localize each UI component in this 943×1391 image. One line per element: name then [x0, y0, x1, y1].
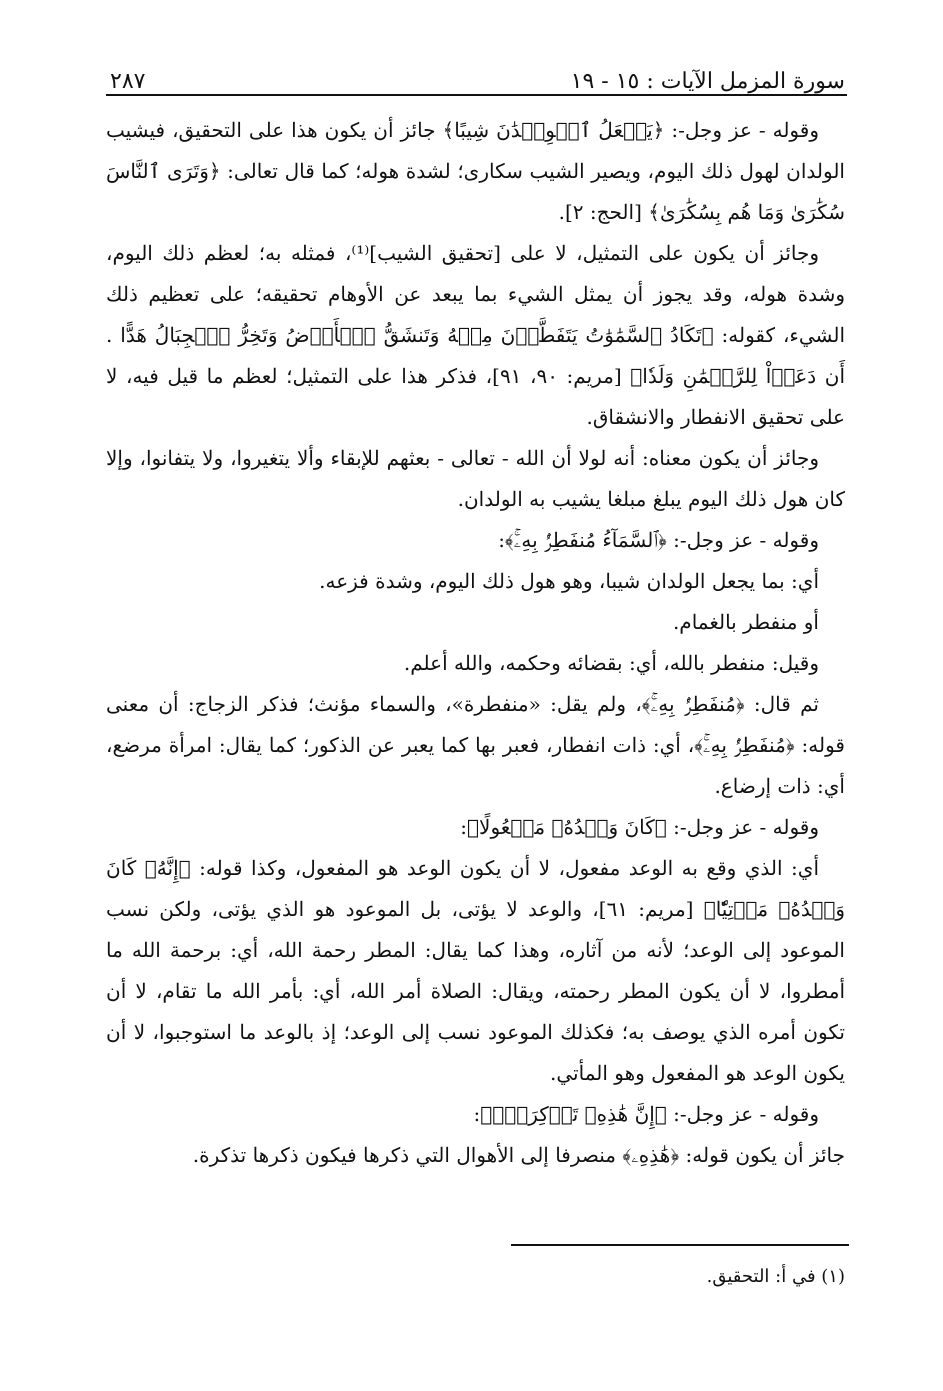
paragraph: أي: الذي وقع به الوعد مفعول، لا أن يكون الوعد هو المفعول، وكذا قوله: ﴿إِنَّهُۥ كَانَ وَعۡدُهُۥ مَأۡتِيّٗا﴾ [مريم: ٦١]، والوعد لا يؤتى، بل الموعود هو الذي يؤتى، ولكن نسب الموعود إلى الوعد؛ لأنه من آثاره، وهذا كما يقال: المطر رحمة الله، أي: برحمة الله ما أمطروا، لا أن يكون المطر رحمته، ويقال: الصلاة أمر الله، أي: بأمر الله ما تقام، لا أن تكون أمره الذي يوصف به؛ فكذلك الموعود نسب إلى الوعد؛ إذ بالوعد ما استوجبوا، لا أن يكون الوعد هو المفعول وهو المأتي.	[106, 856, 846, 1085]
main-text	[106, 110, 845, 1176]
running-header	[110, 52, 845, 94]
paragraph: وقوله - عز وجل-: ﴿يَجۡعَلُ ٱلۡوِلۡدَٰنَ شِيبًا﴾ جائز أن يكون هذا على التحقيق، فيشيب الولدان لهول ذلك اليوم، ويصير الشيب سكارى؛ لشدة هوله؛ كما قال تعالى: ﴿وَتَرَى ٱلنَّاسَ سُكَٰرَىٰ وَمَا هُم بِسُكَٰرَىٰ﴾ [الحج: ٢].	[106, 118, 845, 224]
footnote-divider	[511, 1244, 849, 1246]
page-number: ٢٨٧	[110, 69, 146, 94]
header-divider	[106, 94, 847, 96]
footnote: (١) في أ: التحقيق.	[706, 1266, 845, 1287]
paragraph: وقوله - عز وجل-: ﴿ٱلسَّمَآءُ مُنفَطِرُۢ بِهِۦۚ﴾:	[498, 528, 819, 552]
paragraph: وقيل: منفطر بالله، أي: بقضائه وحكمه، والله أعلم.	[403, 651, 819, 675]
chapter-title: سورة المزمل الآيات : ١٥ - ١٩	[570, 69, 845, 94]
paragraph: ثم قال: ﴿مُنفَطِرُۢ بِهِۦۚ﴾، ولم يقل: «منفطرة»، والسماء مؤنث؛ فذكر الزجاج: أن معنى قوله: ﴿مُنفَطِرُۢ بِهِۦۚ﴾، أي: ذات انفطار، فعبر بها كما يعبر عن الذكور؛ كما يقال: امرأة مرضع، أي: ذات إرضاع.	[106, 692, 845, 798]
paragraph: وجائز أن يكون معناه: أنه لولا أن الله - تعالى - بعثهم للإبقاء وألا يتغيروا، ولا يتفانوا، وإلا كان هول ذلك اليوم يبلغ مبلغا يشيب به الولدان.	[106, 446, 845, 511]
paragraph: أي: بما يجعل الولدان شيبا، وهو هول ذلك اليوم، وشدة فزعه.	[319, 569, 819, 593]
paragraph: جائز أن يكون قوله: ﴿هَٰذِهِۦ﴾ منصرفا إلى الأهوال التي ذكرها فيكون ذكرها تذكرة.	[192, 1143, 845, 1167]
paragraph: وقوله - عز وجل-: ﴿إِنَّ هَٰذِهِۦ تَذۡكِرَةٞۖ﴾:	[473, 1102, 819, 1126]
paragraph: وجائز أن يكون على التمثيل، لا على [تحقيق الشيب]⁽¹⁾، فمثله به؛ لعظم ذلك اليوم، وشدة هوله، وقد يجوز أن يمثل الشيء بما يبعد عن الأوهام تحقيقه؛ على تعظيم ذلك الشيء، كقوله: ﴿تَكَادُ ٱلسَّمَٰوَٰتُ يَتَفَطَّرۡنَ مِنۡهُ وَتَنشَقُّ ٱلۡأَرۡضُ وَتَخِرُّ ٱلۡجِبَالُ هَدًّا . أَن دَعَوۡاْ لِلرَّحۡمَٰنِ وَلَدٗا﴾ [مريم: ٩٠، ٩١]، فذكر هذا على التمثيل؛ لعظم ما قيل فيه، لا على تحقيق الانفطار والانشقاق.	[106, 241, 846, 429]
paragraph: أو منفطر بالغمام.	[672, 610, 819, 634]
paragraph: وقوله - عز وجل-: ﴿كَانَ وَعۡدُهُۥ مَفۡعُولًا﴾:	[460, 815, 819, 839]
